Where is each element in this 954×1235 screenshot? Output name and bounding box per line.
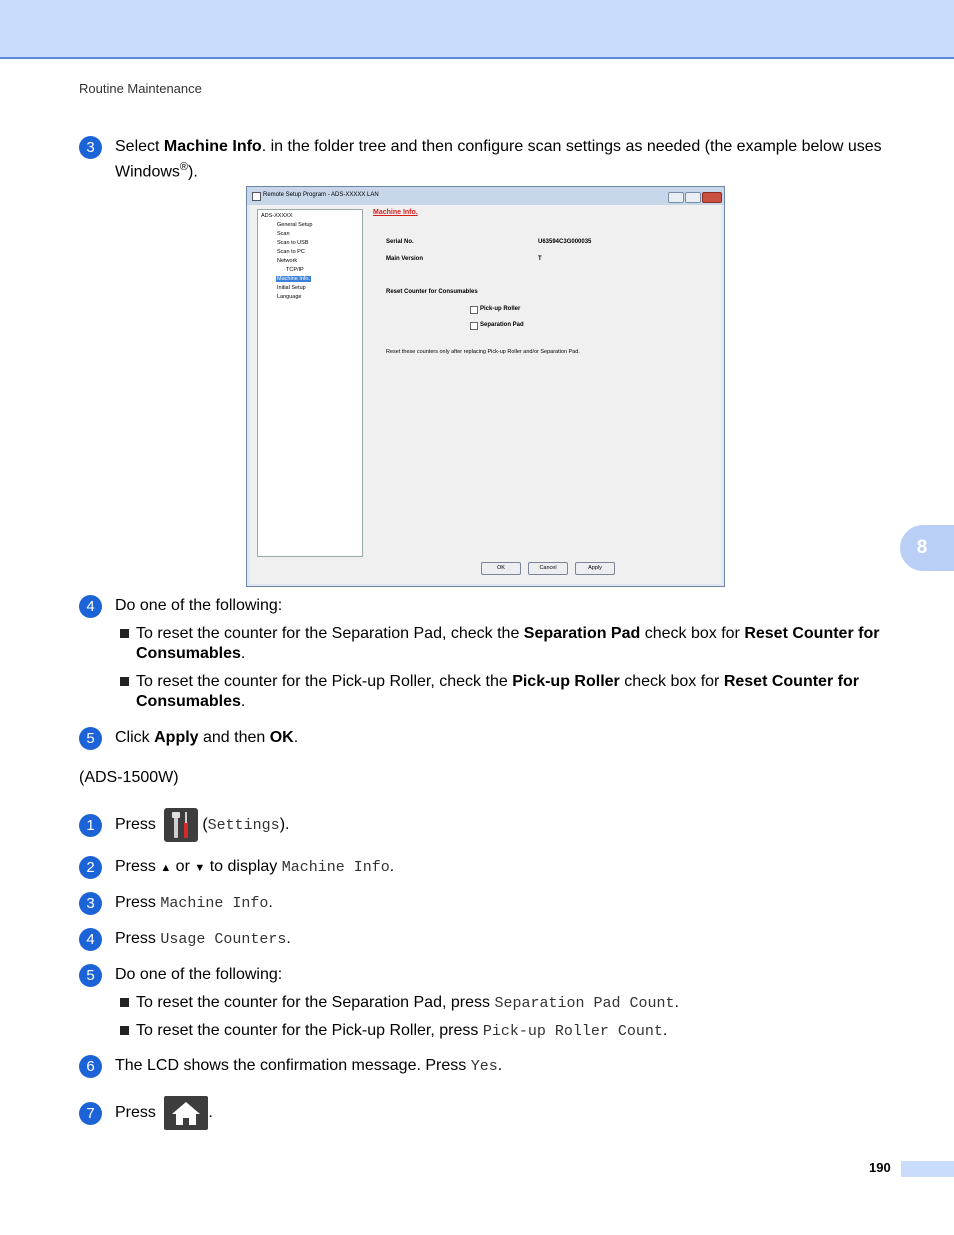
down-arrow-icon: ▼ [194,862,206,874]
step-text: Press (Settings). [115,808,289,843]
tree-item-machine-info[interactable]: Machine Info. [277,276,311,282]
reset-counter-label: Reset Counter for Consumables [386,289,478,295]
step-text: Click Apply and then OK. [115,729,299,746]
header-band [0,0,954,59]
pickup-roller-label: Pick-up Roller [480,306,521,312]
step-text: Press Usage Counters. [115,930,291,948]
home-icon [164,1096,208,1130]
step-number: 7 [79,1102,102,1125]
folder-tree [257,209,363,557]
footer-bar [901,1161,954,1177]
version-value: T [538,256,542,262]
step-number: 3 [79,136,102,159]
pickup-roller-checkbox[interactable] [470,306,478,314]
step-text: Press ▲ or ▼ to display Machine Info. [115,858,395,876]
bullet-square [120,629,129,638]
step-text: Press Machine Info. [115,894,273,912]
step-number: 5 [79,964,102,987]
separation-pad-checkbox[interactable] [470,322,478,330]
remote-setup-window [246,186,725,587]
tree-item-scan-to-usb[interactable]: Scan to USB [277,240,309,246]
settings-icon [164,808,198,842]
step-number: 4 [79,595,102,618]
step-number: 4 [79,928,102,951]
serial-value: U63594C3G000035 [538,239,592,245]
step-text: Do one of the following: [115,966,283,983]
close-button[interactable] [702,192,722,203]
bullet-square [120,998,129,1007]
maximize-button[interactable] [685,192,701,203]
running-head: Routine Maintenance [79,81,202,96]
panel-heading: Machine Info. [373,209,418,216]
tree-item-scan-to-pc[interactable]: Scan to PC [277,249,305,255]
tree-item-initial-setup[interactable]: Initial Setup [277,285,306,291]
step-text: The LCD shows the confirmation message. Press Yes. [115,1057,503,1075]
window-client [250,205,721,584]
bullet-square [120,1026,129,1035]
ok-button[interactable]: OK [481,562,521,575]
window-title: Remote Setup Program - ADS-XXXXX LAN [263,192,379,198]
app-icon [252,192,261,201]
up-arrow-icon: ▲ [160,862,172,874]
tree-item-language[interactable]: Language [277,294,302,300]
model-label: (ADS-1500W) [79,769,179,786]
step-number: 5 [79,727,102,750]
minimize-button[interactable] [668,192,684,203]
page-number: 190 [869,1160,891,1175]
reset-note: Reset these counters only after replacing Pick-up Roller and/or Separation Pad. [386,349,580,355]
serial-label: Serial No. [386,239,414,245]
term-machine-info: Machine Info [163,138,262,155]
step-number: 1 [79,814,102,837]
separation-pad-label: Separation Pad [480,322,524,328]
step-number: 3 [79,892,102,915]
window-title-bar [247,187,724,205]
step-text: Do one of the following: [115,597,283,614]
step-text: Press . [115,1096,213,1130]
tree-item-root[interactable]: ADS-XXXXX [261,213,293,219]
tree-item-network[interactable]: Network [277,258,298,264]
cancel-button[interactable]: Cancel [528,562,568,575]
apply-button[interactable]: Apply [575,562,615,575]
tree-item-tcpip[interactable]: TCP/IP [286,267,304,273]
bullet-square [120,677,129,686]
tree-item-general-setup[interactable]: General Setup [277,222,313,228]
chapter-tab: 8 [900,525,954,571]
tree-item-scan[interactable]: Scan [277,231,290,237]
step-number: 6 [79,1055,102,1078]
version-label: Main Version [386,256,424,262]
step-number: 2 [79,856,102,879]
step-3-text: Select Machine Info. in the folder tree and then configure scan settings as needed (the example below uses Windows®). [115,138,882,181]
